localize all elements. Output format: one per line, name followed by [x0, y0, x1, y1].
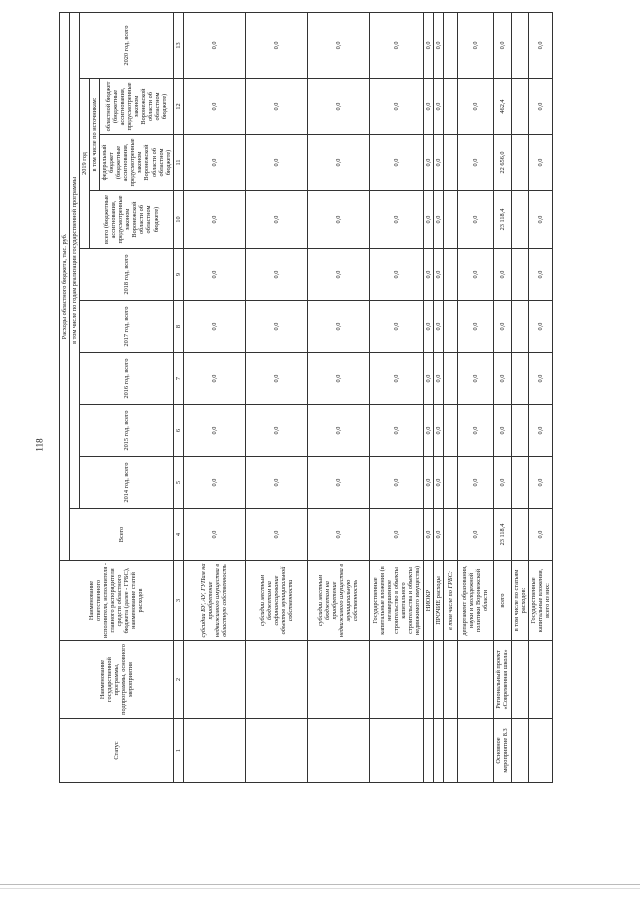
row-value: 0,0 [528, 353, 552, 405]
row-value: 0,0 [433, 135, 443, 191]
row-value: 0,0 [245, 191, 307, 249]
col-number: 11 [173, 135, 183, 191]
col-number: 10 [173, 191, 183, 249]
header-executor: Наименование ответственного исполнителя, исполнителя - главного распорядителя средств областного бюджета (далее - ГРБС), наименование статей расходов [60, 561, 174, 641]
row-value [443, 509, 457, 561]
row-value: 0,0 [457, 135, 493, 191]
row-value: 0,0 [433, 12, 443, 78]
header-federal: федеральный бюджет (бюджетные ассигнования, предусмотренные законом Воронежской области об областном бюджете) [100, 135, 173, 191]
row-expense-label: Государственные капитальные вложения (в незавершенное строительство в объекты капитального строительства и объекты недвижимого имущества) [369, 561, 423, 641]
row-value [511, 457, 528, 509]
row-value: 0,0 [493, 353, 511, 405]
row-value: 0,0 [433, 249, 443, 301]
row-value: 0,0 [423, 12, 433, 78]
row-value: 0,0 [307, 79, 369, 135]
row-value: 0,0 [528, 79, 552, 135]
row-value: 0,0 [245, 509, 307, 561]
table-row [433, 12, 443, 782]
row-value [443, 301, 457, 353]
row-value: 0,0 [369, 12, 423, 78]
row-value: 0,0 [423, 79, 433, 135]
col-number: 2 [173, 641, 183, 719]
row-value [443, 79, 457, 135]
row-value [511, 79, 528, 135]
row-value: 23 118,4 [493, 191, 511, 249]
row-status [528, 719, 552, 783]
row-value: 0,0 [528, 191, 552, 249]
row-value [443, 249, 457, 301]
row-value: 0,0 [433, 191, 443, 249]
row-value: 0,0 [528, 12, 552, 78]
row-value: 0,0 [183, 457, 245, 509]
header-2020: 2020 год, всего [80, 12, 174, 78]
row-value: 0,0 [493, 405, 511, 457]
row-value [511, 191, 528, 249]
row-expense-label: ПРОЧИЕ расходы [433, 561, 443, 641]
row-value: 0,0 [433, 79, 443, 135]
row-value [511, 353, 528, 405]
row-value [443, 12, 457, 78]
row-program-name [528, 641, 552, 719]
col-number: 8 [173, 301, 183, 353]
row-value [511, 249, 528, 301]
table-row [369, 12, 423, 782]
row-value: 0,0 [307, 249, 369, 301]
row-expense-label: в том числе по статьям расходов: [511, 561, 528, 641]
row-value: 0,0 [307, 191, 369, 249]
row-value: 0,0 [433, 353, 443, 405]
row-value [443, 135, 457, 191]
table-row [457, 12, 493, 782]
row-value: 0,0 [528, 457, 552, 509]
row-value: 0,0 [423, 457, 433, 509]
row-value: 0,0 [183, 405, 245, 457]
row-value: 0,0 [433, 405, 443, 457]
row-value: 0,0 [245, 135, 307, 191]
row-value: 0,0 [307, 353, 369, 405]
row-value: 0,0 [528, 135, 552, 191]
row-status [183, 719, 245, 783]
row-value: 0,0 [493, 301, 511, 353]
row-value: 0,0 [245, 353, 307, 405]
row-value: 0,0 [245, 12, 307, 78]
table-row [245, 12, 307, 782]
header-2019: 2019 год [80, 79, 90, 249]
row-value: 0,0 [183, 191, 245, 249]
row-value: 0,0 [245, 249, 307, 301]
row-value: 0,0 [369, 509, 423, 561]
row-value: 0,0 [457, 249, 493, 301]
row-expense-label: в том числе по ГРБС: [443, 561, 457, 641]
expenses-table [59, 12, 553, 783]
row-value [511, 135, 528, 191]
row-value: 0,0 [369, 135, 423, 191]
row-status: Основное мероприятие 8.3 [493, 719, 511, 783]
header-2018: 2018 год, всего [80, 249, 174, 301]
row-value: 0,0 [307, 509, 369, 561]
row-value: 0,0 [457, 301, 493, 353]
row-expense-label: Государственные капитальные вложения, всего из них: [528, 561, 552, 641]
row-value: 0,0 [457, 12, 493, 78]
col-number: 4 [173, 509, 183, 561]
header-2017: 2017 год, всего [80, 301, 174, 353]
row-value: 0,0 [528, 301, 552, 353]
row-value: 0,0 [307, 12, 369, 78]
header-2019-total: всего (бюджетные ассигнования, предусмотренные законом Воронежской области об областном бюджете) [90, 191, 174, 249]
table-row [493, 12, 511, 782]
table-row [183, 12, 245, 782]
row-program-name [245, 641, 307, 719]
table-row [443, 12, 457, 782]
header-total: Всего [70, 509, 174, 561]
row-value [511, 301, 528, 353]
row-program-name [183, 641, 245, 719]
table-row [511, 12, 528, 782]
row-value: 0,0 [245, 79, 307, 135]
row-program-name [511, 641, 528, 719]
row-value: 0,0 [528, 509, 552, 561]
row-value: 0,0 [423, 191, 433, 249]
row-value [443, 353, 457, 405]
row-value: 0,0 [457, 509, 493, 561]
header-regional: областной бюджет (бюджетные ассигнования, предусмотренные законом Воронежской области об областном бюджете) [100, 79, 173, 135]
row-value: 0,0 [433, 457, 443, 509]
row-value [443, 191, 457, 249]
row-expense-label: субсидии местным бюджетам на софинансирование объектов муниципальной собственности [245, 561, 307, 641]
row-value: 0,0 [369, 405, 423, 457]
row-value: 0,0 [307, 457, 369, 509]
row-value: 0,0 [433, 301, 443, 353]
row-value: 0,0 [457, 79, 493, 135]
row-value: 0,0 [183, 301, 245, 353]
row-value: 0,0 [245, 301, 307, 353]
row-value: 0,0 [457, 457, 493, 509]
column-numbers-row [173, 12, 183, 782]
row-value: 0,0 [423, 301, 433, 353]
row-value: 0,0 [369, 301, 423, 353]
row-expense-label: НИОКР [423, 561, 433, 641]
row-value: 0,0 [423, 509, 433, 561]
row-status [307, 719, 369, 783]
row-status [245, 719, 307, 783]
row-value: 0,0 [423, 353, 433, 405]
row-value: 0,0 [307, 135, 369, 191]
row-value: 0,0 [369, 249, 423, 301]
table-row [307, 12, 369, 782]
header-status: Статус [60, 719, 174, 783]
row-program-name [369, 641, 423, 719]
row-value [511, 509, 528, 561]
row-value: 0,0 [369, 353, 423, 405]
row-expense-label: всего [493, 561, 511, 641]
col-number: 13 [173, 12, 183, 78]
header-2015: 2015 год, всего [80, 405, 174, 457]
header-by-years: в том числе по годам реализации государственной программы [70, 12, 80, 508]
row-value: 0,0 [457, 405, 493, 457]
row-status [511, 719, 528, 783]
col-number: 1 [173, 719, 183, 783]
col-number: 5 [173, 457, 183, 509]
row-expense-label: субсидии местным бюджетам на приобретение недвижимого имущества в муниципальную собственность [307, 561, 369, 641]
rotated-table-page [59, 13, 607, 783]
row-value: 0,0 [245, 405, 307, 457]
row-status [369, 719, 423, 783]
row-status [443, 719, 457, 783]
row-value: 0,0 [423, 405, 433, 457]
row-value: 0,0 [183, 12, 245, 78]
row-value [443, 457, 457, 509]
row-program-name [457, 641, 493, 719]
row-value [443, 405, 457, 457]
row-program-name: Региональный проект «Современная школа» [493, 641, 511, 719]
row-value: 0,0 [423, 135, 433, 191]
row-value: 23 118,4 [493, 509, 511, 561]
row-value: 0,0 [183, 509, 245, 561]
row-program-name [307, 641, 369, 719]
row-value: 0,0 [183, 249, 245, 301]
row-value: 0,0 [369, 457, 423, 509]
row-status [457, 719, 493, 783]
page-number: 118 [34, 438, 45, 452]
header-including-sources: в том числе по источникам: [90, 79, 100, 191]
header-2014: 2014 год, всего [80, 457, 174, 509]
row-value: 0,0 [493, 249, 511, 301]
row-value: 0,0 [433, 509, 443, 561]
row-expense-label: субсидии БУ, АУ, ГУПам на приобретение недвижимого имущества в областную собственность [183, 561, 245, 641]
row-value: 0,0 [493, 12, 511, 78]
table-row [528, 12, 552, 782]
row-program-name [443, 641, 457, 719]
col-number: 6 [173, 405, 183, 457]
row-value: 0,0 [245, 457, 307, 509]
row-value: 0,0 [493, 457, 511, 509]
header-expenses-title: Расходы областного бюджета, тыс. руб. [60, 12, 70, 560]
row-value: 0,0 [307, 301, 369, 353]
row-value: 0,0 [183, 135, 245, 191]
row-program-name [433, 641, 443, 719]
row-value: 22 656,0 [493, 135, 511, 191]
row-value: 0,0 [369, 79, 423, 135]
col-number: 12 [173, 79, 183, 135]
row-status [423, 719, 433, 783]
row-value: 0,0 [457, 353, 493, 405]
row-value: 462,4 [493, 79, 511, 135]
row-value: 0,0 [307, 405, 369, 457]
row-value: 0,0 [528, 249, 552, 301]
col-number: 3 [173, 561, 183, 641]
row-value: 0,0 [528, 405, 552, 457]
row-value [511, 12, 528, 78]
row-value: 0,0 [183, 79, 245, 135]
page-edge-line [0, 884, 640, 885]
row-value [511, 405, 528, 457]
row-expense-label: департамент образования, науки и молодежной политики Воронежской области [457, 561, 493, 641]
header-2016: 2016 год, всего [80, 353, 174, 405]
header-program-name: Наименование государственной программы, подпрограммы, основного мероприятия [60, 641, 174, 719]
row-status [433, 719, 443, 783]
col-number: 7 [173, 353, 183, 405]
row-value: 0,0 [457, 191, 493, 249]
row-value: 0,0 [369, 191, 423, 249]
row-value: 0,0 [423, 249, 433, 301]
col-number: 9 [173, 249, 183, 301]
table-row [423, 12, 433, 782]
row-program-name [423, 641, 433, 719]
row-value: 0,0 [183, 353, 245, 405]
page-edge-line [0, 888, 640, 889]
